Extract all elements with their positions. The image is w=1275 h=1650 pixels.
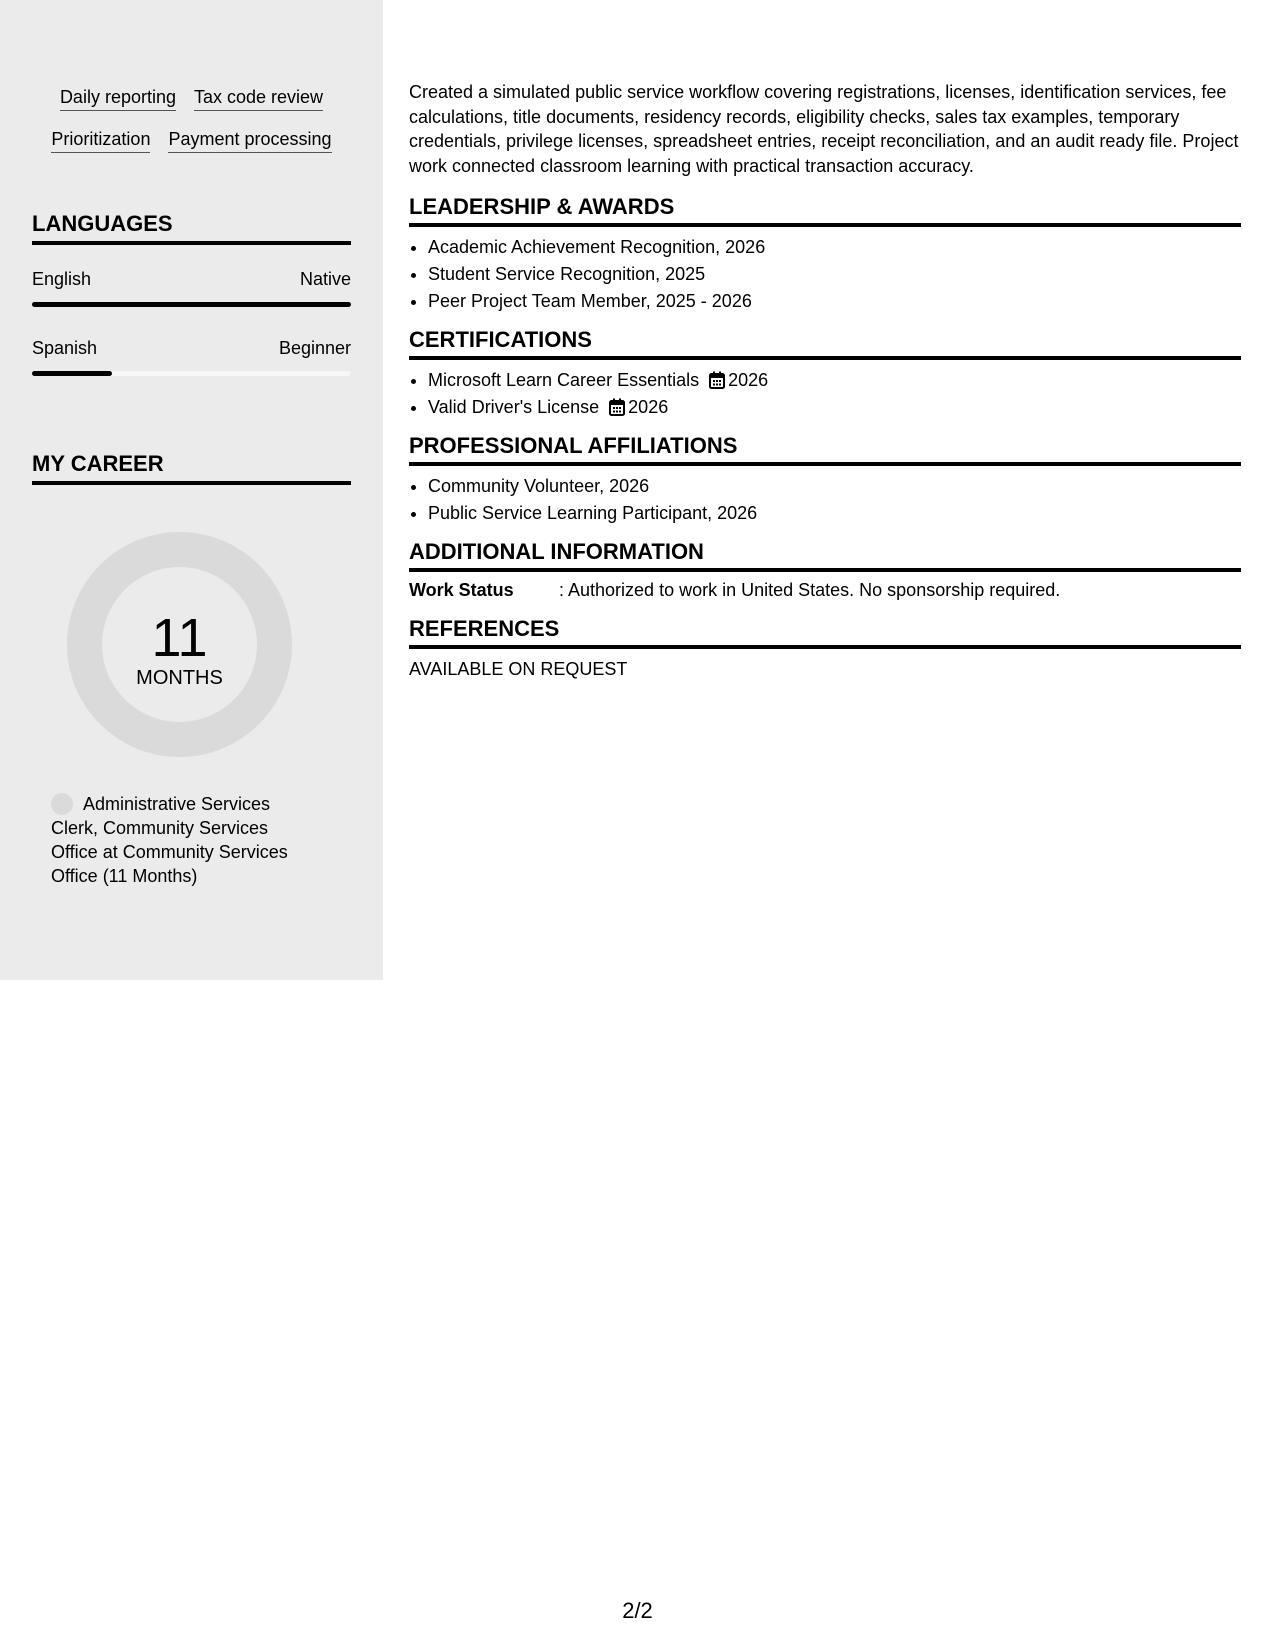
skill-tag: Tax code review — [194, 86, 323, 111]
language-name: Spanish — [32, 338, 98, 358]
references-section — [409, 616, 1241, 681]
additional-info-heading: ADDITIONAL INFORMATION — [409, 539, 1241, 572]
list-item: • Public Service Learning Participant, 2026 — [428, 500, 1241, 527]
references-text: AVAILABLE ON REQUEST — [409, 659, 628, 679]
language-level: Native — [299, 269, 351, 289]
language-proficiency-bar — [32, 371, 351, 376]
calendar-icon — [709, 371, 725, 389]
work-status-row — [409, 578, 1241, 602]
certification-name: Valid Driver's License — [428, 397, 600, 417]
list-item: • Student Service Recognition, 2025 — [428, 261, 1241, 288]
affiliations-heading: PROFESSIONAL AFFILIATIONS — [409, 433, 1241, 466]
list-item: • Academic Achievement Recognition, 2026 — [428, 234, 1241, 261]
project-summary: Created a simulated public service workflow covering registrations, licenses, identification services, fee calculations, title documents, residency records, eligibility checks, sales tax examples, temporary credentials, privilege licenses, spreadsheet entries, receipt reconciliation, and an audit ready file. Project work connected classroom learning with practical transaction accuracy. — [409, 82, 1239, 176]
list-item — [428, 367, 1241, 394]
career-total-value: 11 — [151, 608, 208, 668]
leadership-heading: LEADERSHIP & AWARDS — [409, 194, 1241, 227]
leadership-section — [409, 194, 1241, 315]
list-item — [428, 394, 1241, 421]
legend-dot-icon — [51, 793, 73, 815]
certifications-heading: CERTIFICATIONS — [409, 327, 1241, 360]
certification-name: Microsoft Learn Career Essentials — [428, 370, 700, 390]
skills-list — [32, 86, 351, 170]
page-number: 2/2 — [622, 1598, 653, 1623]
languages-heading: LANGUAGES — [32, 211, 351, 245]
career-legend-item — [51, 792, 311, 888]
career-heading: MY CAREER — [32, 451, 351, 485]
language-proficiency-fill — [32, 302, 351, 307]
language-level: Beginner — [278, 338, 351, 358]
career-donut-chart — [67, 532, 292, 757]
skill-tag: Daily reporting — [60, 86, 176, 111]
career-item-text: Administrative Services Clerk, Community Services Office at Community Services Office (11 Months) — [51, 794, 288, 886]
sidebar — [0, 0, 383, 980]
work-status-label: Work Status — [409, 580, 514, 600]
additional-info-section — [409, 539, 1241, 602]
language-proficiency-fill — [32, 371, 112, 376]
career-total-unit: MONTHS — [136, 667, 223, 689]
language-item — [32, 337, 351, 376]
language-name: English — [32, 269, 92, 289]
skill-tag: Prioritization — [51, 128, 150, 153]
list-item: • Peer Project Team Member, 2025 - 2026 — [428, 288, 1241, 315]
list-item: • Community Volunteer, 2026 — [428, 473, 1241, 500]
affiliations-section — [409, 433, 1241, 527]
skill-tag: Payment processing — [168, 128, 331, 153]
language-item — [32, 268, 351, 307]
certifications-section — [409, 327, 1241, 421]
references-heading: REFERENCES — [409, 616, 1241, 649]
certification-year: 2026 — [728, 370, 769, 390]
main-content — [409, 80, 1241, 681]
language-proficiency-bar — [32, 302, 351, 307]
work-status-value: : Authorized to work in United States. No sponsorship required. — [559, 580, 1061, 600]
certification-year: 2026 — [628, 397, 669, 417]
calendar-icon — [609, 398, 625, 416]
